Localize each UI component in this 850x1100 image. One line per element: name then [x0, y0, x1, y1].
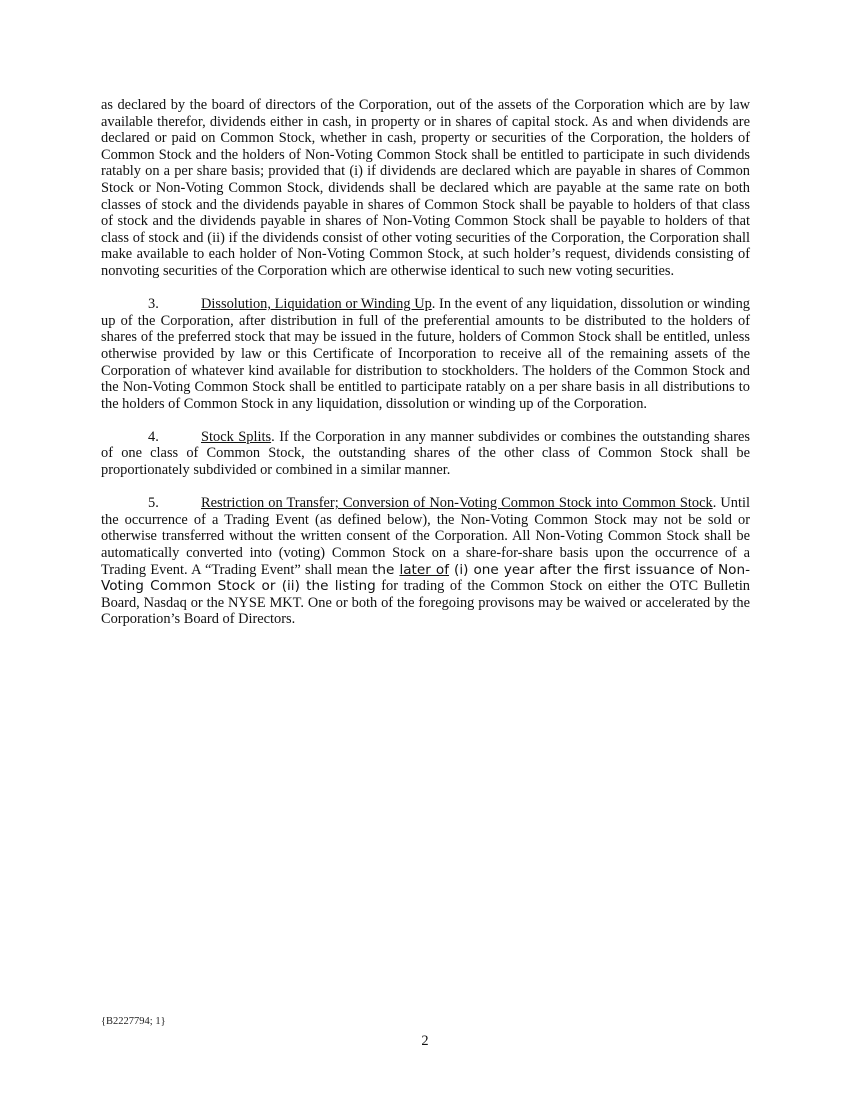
section-4-body: If the Corporation in any manner subdivides or combines the outstanding shares of one class of Common Stock, the outstanding shares of the other class of Common Stock shall be proportionately subdivided or combined in a similar manner. — [101, 428, 751, 479]
section-3-heading: Dissolution, Liquidation or Winding Up — [201, 296, 432, 313]
section-4-heading: Stock Splits — [201, 428, 272, 445]
section-5-number: 5. — [148, 495, 159, 512]
section-5-inserted-underlined: later of — [399, 561, 449, 578]
section-5-inserted-text-a: the — [372, 561, 400, 578]
section-3-paragraph — [101, 296, 750, 412]
section-4-number: 4. — [148, 428, 159, 445]
section-5-heading: Restriction on Transfer; Conversion of Non-Voting Common Stock into Common Stock — [201, 495, 713, 512]
intro-paragraph: as declared by the board of directors of the Corporation, out of the assets of the Corporation which are by law available therefor, dividends either in cash, in property or in shares of capital stock. As and when dividends are declared or paid on Common Stock, whether in cash, property or securities of the Corporation, the holders of Common Stock and the holders of Non-Voting Common Stock shall be entitled to participate in such dividends ratably on a per share basis; provided that (i) if dividends are declared which are payable in shares of Common Stock or Non-Voting Common Stock, dividends shall be declared which are payable at the same rate on both classes of stock and the dividends payable in shares of Common Stock shall be payable to holders of that class of stock and the dividends payable in shares of Non-Voting Common Stock shall be payable to holders of that class of stock and (ii) if the dividends consist of other voting securities of the Corporation, the Corporation shall make available to each holder of Non-Voting Common Stock, at such holder’s request, dividends consisting of nonvoting securities of the Corporation which are otherwise identical to such new voting securities. — [101, 97, 750, 279]
section-5-body-part2: for trading of the Common Stock on either the OTC Bulletin Board, Nasdaq or the NYSE MKT. One or both of the foregoing provisons may be waived or accelerated by the Corporation’s Board of Directors. — [101, 578, 751, 628]
section-3-number: 3. — [148, 296, 159, 313]
section-5-paragraph — [101, 495, 750, 628]
section-5-body-part1: Until the occurrence of a Trading Event (as defined below), the Non-Voting Common Stock may not be sold or otherwise transferred without the written consent of the Corporation. All Non-Voting Common Stock shall be automatically converted into (voting) Common Stock on a share-for-share basis upon the occurrence of a Trading Event. A “Trading Event” shall mean — [101, 495, 751, 578]
document-body — [101, 97, 750, 645]
document-id: {B2227794; 1} — [101, 1016, 166, 1027]
section-5-inserted-text-b: (i) one year after the first issuance of Non-Voting Common Stock or (ii) the listing — [101, 561, 750, 595]
section-4-paragraph — [101, 429, 750, 479]
section-4-heading-punct: . — [271, 428, 275, 445]
section-3-body: In the event of any liquidation, dissolution or winding up of the Corporation, after distribution in full of the preferential amounts to be distributed to the holders of shares of the preferred stock that may be issued in the future, holders of Common Stock shall be entitled, unless otherwise provided by law or this Certificate of Incorporation to receive all of the remaining assets of the Corporation of whatever kind available for distribution to stockholders. The holders of the Common Stock and the Non-Voting Common Stock shall be entitled to participate ratably on a per share basis in all distributions to the holders of Common Stock in any liquidation, dissolution or winding up of the Corporation. — [101, 296, 750, 412]
section-5-heading-punct: . — [712, 495, 717, 512]
section-3-heading-punct: . — [431, 296, 436, 313]
page-number: 2 — [421, 1033, 429, 1049]
